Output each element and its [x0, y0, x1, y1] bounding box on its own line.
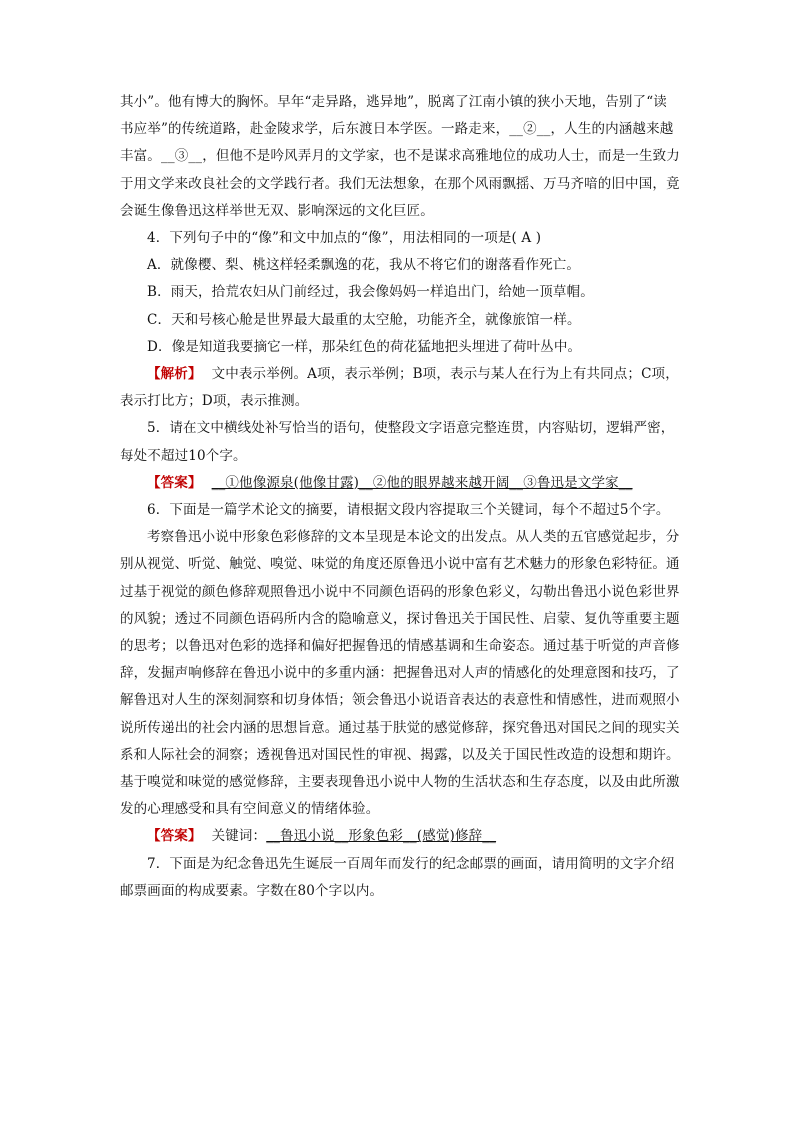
answer-tag: 【答案】: [147, 474, 202, 491]
question-4-option-c: C．天和号核心舱是世界最大最重的太空舱，功能齐全，就像旅馆一样。: [147, 311, 581, 328]
question-7-stem: 7．下面是为纪念鲁迅先生诞辰一百周年而发行的纪念邮票的画面，请用简明的文字介绍邮票画面的构成要素。字数在80个字以内。: [120, 855, 675, 899]
analysis-tag: 【解析】: [147, 366, 202, 383]
page-content: [120, 89, 680, 905]
question-4-option-b: B．雨天，拾荒农妇从门前经过，我会像妈妈一样追出门，给她一顶草帽。: [147, 284, 594, 301]
question-4-stem: 4．下列句子中的“像”和文中加点的“像”，用法相同的一项是( A ): [147, 230, 542, 247]
intro-paragraph: [120, 89, 680, 225]
blank-3: __③__: [160, 148, 203, 165]
question-4-option-a: A．就像樱、梨、桃这样轻柔飘逸的花，我从不将它们的谢落看作死亡。: [147, 257, 581, 274]
intro-text-3: ，但他不是吟风弄月的文学家，也不是谋求高雅地位的成功人士，而是一生致力于用文学来改良社会的文学践行者。我们无法想象，在那个风雨飘摇、万马齐喑的旧中国，竟会诞生像鲁迅这样举世无双、影响深远的文化巨匠。: [120, 148, 680, 219]
question-4-analysis: [120, 361, 680, 415]
answer-label: 关键词：: [211, 828, 267, 845]
question-6-stem: 6．下面是一篇学术论文的摘要，请根据文段内容提取三个关键词，每个不超过5个字。: [147, 502, 670, 519]
analysis-text: 文中表示举例。A项，表示举例；B项，表示与某人在行为上有共同点；C项，表示打比方；D项，表示推测。: [120, 366, 679, 410]
intro-text-2: ，人生的内涵越来越丰富。: [120, 121, 674, 165]
answer-tag: 【答案】: [147, 828, 202, 845]
answer-text: __①他像源泉(他像甘露)__②他的眼界越来越开阔__③鲁迅是文学家__: [211, 474, 633, 491]
question-6-answer: [120, 823, 680, 850]
question-6-passage: 考察鲁迅小说中形象色彩修辞的文本呈现是本论文的出发点。从人类的五官感觉起步，分别从视觉、听觉、触觉、嗅觉、味觉的角度还原鲁迅小说中富有艺术魅力的形象色彩特征。通过基于视觉的颜色修辞观照鲁迅小说中不同颜色语码的形象色彩义，勾勒出鲁迅小说色彩世界的风貌；透过不同颜色语码所内含的隐喻意义，探讨鲁迅关于国民性、启蒙、复仇等重要主题的思考；以鲁迅对色彩的选择和偏好把握鲁迅的情感基调和生命姿态。通过基于听觉的声音修辞，发掘声响修辞在鲁迅小说中的多重内涵：把握鲁迅对人声的情感化的处理意图和技巧，了解鲁迅对人生的深刻洞察和切身体悟；领会鲁迅小说语音表达的表意性和情感性，进而观照小说所传递出的社会内涵的思想旨意。通过基于肤觉的感觉修辞，探究鲁迅对国民之间的现实关系和人际社会的洞察；透视鲁迅对国民性的审视、揭露，以及关于国民性改造的设想和期许。基于嗅觉和味觉的感觉修辞，主要表现鲁迅小说中人物的生活状态和生存态度，以及由此所激发的心理感受和具有空间意义的情绪体验。: [120, 529, 680, 818]
question-4-option-d: D．像是知道我要摘它一样，那朵红色的荷花猛地把头埋进了荷叶丛中。: [147, 338, 582, 355]
answer-text: __鲁迅小说__形象色彩__(感觉)修辞__: [266, 828, 497, 845]
blank-2: __②__: [509, 121, 551, 138]
question-5-answer: [120, 470, 680, 497]
question-5-stem: 5．请在文中横线处补写恰当的语句，使整段文字语意完整连贯，内容贴切，逻辑严密，每处不超过10个字。: [120, 420, 675, 464]
intro-text-1: 其小”。他有博大的胸怀。早年“走异路，逃异地”，脱离了江南小镇的狭小天地，告别了“读书应举”的传统道路，赴金陵求学，后东渡日本学医。一路走来，: [120, 94, 667, 138]
